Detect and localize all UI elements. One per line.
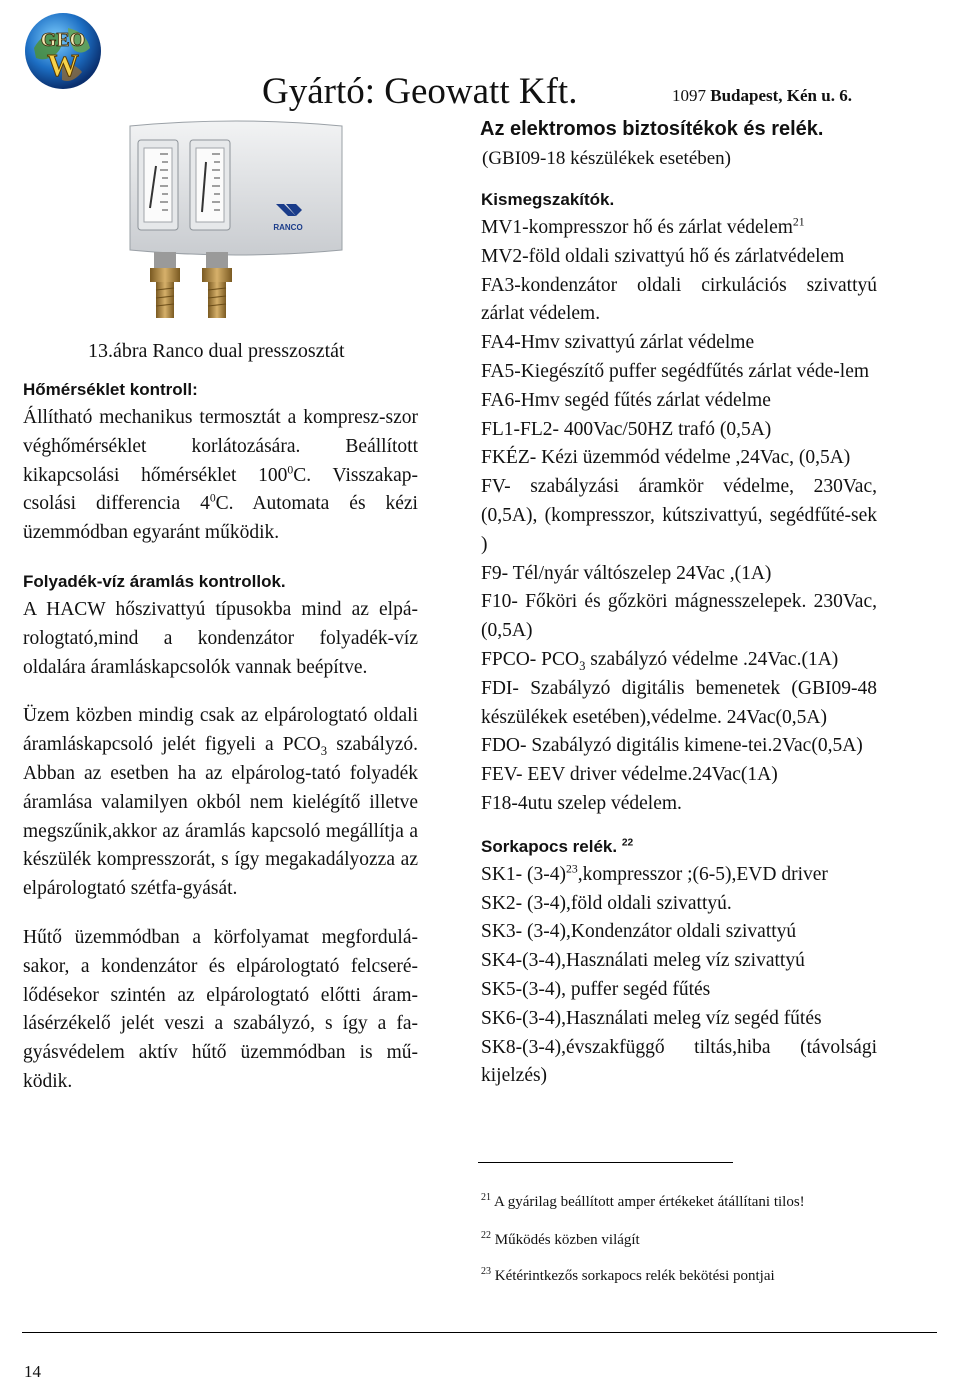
- footnote-21: $^{21}$ A gyárilag beállított amper értékeket átállítani tilos!: [481, 1192, 805, 1210]
- paragraph-cooling-mode: Hűtő üzemmódban a körfolyamat megfordulá-sakor, a kondenzátor és elpárologtató felcseré-lődésekor szintén az elpárologtató előtti áram-lásérzékelő jelét veszi a szabályzó, s így a fa-gyásvédelem aktív hűtő üzemmódban is mű-ködik.: [23, 926, 418, 1092]
- item-fl: FL1-FL2- 400Vac/50HZ trafó (0,5A): [481, 418, 772, 440]
- footnote-23: $^{23}$ Kétérintkezős sorkapocs relék bekötési pontjai: [481, 1266, 775, 1284]
- item-sk2: SK2- (3-4),föld oldali szivattyú.: [481, 892, 732, 914]
- paragraph-flow-switches: A HACW hőszivattyú típusokba mind az elpá-rologtató,mind a kondenzátor folyadék-víz oldalára áramláskapcsolók vannak beépítve.: [23, 598, 418, 678]
- address-street: Budapest, Kén u. 6.: [710, 86, 852, 105]
- item-sk6: SK6-(3-4),Használati meleg víz segéd fűtés: [481, 1007, 822, 1029]
- company-address: [672, 86, 852, 106]
- section-title: Az elektromos biztosítékok és relék.: [480, 118, 824, 140]
- item-mv2: MV2-föld oldali szivattyú hő és zárlatvédelem: [481, 245, 845, 267]
- logo-text-bottom: W: [47, 47, 79, 83]
- page-footer-rule: [22, 1332, 937, 1333]
- logo-text-top: GEO: [40, 29, 86, 51]
- ranco-brand-text: RANCO: [273, 223, 303, 232]
- item-fdo: FDO- Szabályzó digitális kimene-tei.2Vac(0,5A): [481, 735, 863, 757]
- item-fa5: FA5-Kiegészítő puffer segédfűtés zárlat véde-lem: [481, 360, 870, 382]
- footnote-separator: [478, 1162, 733, 1163]
- item-fa6: FA6-Hmv segéd fűtés zárlat védelme: [481, 389, 771, 411]
- heading-flow-control: Folyadék-víz áramlás kontrollok.: [23, 571, 286, 591]
- company-name: Gyártó: Geowatt Kft.: [262, 71, 578, 112]
- item-sk4: SK4-(3-4),Használati meleg víz szivattyú: [481, 950, 805, 972]
- item-mv1: MV1-kompresszor hő és zárlat védelem$^{21}$: [481, 215, 805, 238]
- paragraph-operation: Üzem közben mindig csak az elpárologtató oldali áramláskapcsoló jelét figyeli a $PCO_3$ szabályzó. Abban az esetben ha az elpárolog-tató folyadék áramlása valamilyen okból nem kielégítő illetve megszűnik,akkor az áramlás kapcsoló megállítja a készülék kompresszorát, s így megakadályozza az elpárologtató szétfa-gyását.: [23, 705, 418, 900]
- paragraph-temperature-control: Állítható mechanikus termosztát a kompresz-szor véghőmérséklet korlátozására. Beállított kikapcsolási hőmérséklet $100^0C$. Visszakap-csolási differencia $4^0C$. Automata és kézi üzemmódban egyaránt működik.: [23, 407, 418, 544]
- right-column: [481, 186, 877, 1091]
- footnote-22: $^{22}$ Működés közben világít: [481, 1230, 640, 1248]
- item-sk3: SK3- (3-4),Kondenzátor oldali szivattyú: [481, 921, 797, 943]
- item-sk5: SK5-(3-4), puffer segéd fűtés: [481, 978, 711, 1000]
- heading-circuit-breakers: Kismegszakítók.: [481, 190, 615, 209]
- heading-temperature-control: Hőmérséklet kontroll:: [23, 380, 198, 399]
- geowatt-logo: [22, 10, 104, 92]
- left-column: [23, 376, 418, 1097]
- item-f9: F9- Tél/nyár váltószelep 24Vac ,(1A): [481, 562, 772, 584]
- heading-terminal-relays: Sorkapocs relék. $^{22}$: [481, 836, 634, 856]
- item-sk1: SK1- $(3-4)^{23},kompresszor$ ;(6-5),EVD driver: [481, 862, 828, 885]
- item-fev: FEV- EEV driver védelme.24Vac(1A): [481, 764, 778, 786]
- ranco-pressure-switch-image: [126, 118, 346, 318]
- item-fa3: FA3-kondenzátor oldali cirkulációs szivattyú zárlat védelem.: [481, 274, 877, 325]
- figure-caption: 13.ábra Ranco dual presszosztát: [88, 340, 345, 362]
- item-fa4: FA4-Hmv szivattyú zárlat védelme: [481, 332, 755, 354]
- item-f18: F18-4utu szelep védelem.: [481, 792, 682, 814]
- address-number: 1097: [672, 86, 706, 105]
- section-subtitle: (GBI09-18 készülékek esetében): [482, 148, 732, 169]
- item-fpco: FPCO- $PCO_3$ szabályzó védelme .24Vac.(1A): [481, 648, 839, 673]
- page-number: 14: [24, 1362, 41, 1381]
- item-sk8: SK8-(3-4),évszakfüggő tiltás,hiba (távolsági kijelzés): [481, 1036, 877, 1087]
- item-f10: F10- Főköri és gőzköri mágnesszelepek. 230Vac,(0,5A): [481, 591, 877, 642]
- item-fdi: FDI- Szabályzó digitális bemenetek (GBI09-48 készülékek esetében),védelme. 24Vac(0,5A): [481, 677, 877, 728]
- item-fv: FV- szabályzási áramkör védelme, 230Vac, (0,5A), (kompresszor, kútszivattyú, segédfűté-sek ): [481, 476, 877, 555]
- item-fkez: FKÉZ- Kézi üzemmód védelme ,24Vac, (0,5A): [481, 447, 851, 469]
